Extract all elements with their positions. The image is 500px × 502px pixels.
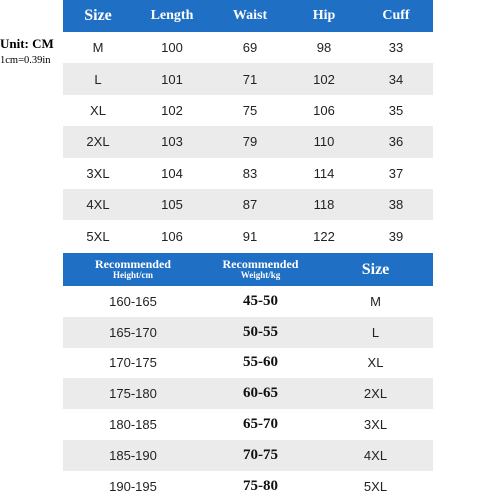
cell-hip: 114	[313, 165, 335, 181]
header-length: Length	[150, 8, 194, 23]
cell-weight: 55-60	[243, 354, 278, 371]
header-weight-line2: Weight/kg	[240, 270, 281, 280]
cell-height: 160-165	[109, 293, 157, 309]
cell-weight: 70-75	[243, 446, 278, 463]
cell-size: M	[92, 40, 104, 56]
cell-weight: 50-55	[243, 323, 278, 340]
table-row	[63, 317, 433, 348]
cell-hip: 122	[313, 228, 335, 244]
recommendation-body	[63, 286, 433, 502]
cell-size: 3XL	[86, 165, 110, 181]
table-row	[63, 378, 433, 409]
cell-hip: 102	[313, 71, 335, 87]
recommendation-table	[63, 253, 433, 502]
cell-size: 4XL	[363, 447, 388, 463]
cell-length: 102	[161, 102, 183, 118]
unit-note	[0, 36, 62, 67]
cell-height: 170-175	[109, 355, 157, 371]
cell-size: 2XL	[86, 134, 110, 150]
size-chart-body	[63, 32, 433, 252]
cell-waist: 91	[242, 228, 258, 244]
cell-size: 4XL	[86, 197, 110, 213]
table-row	[63, 32, 433, 63]
header-size: Size	[84, 7, 112, 24]
table-row	[63, 440, 433, 471]
cell-size: XL	[367, 355, 384, 371]
cell-height: 175-180	[109, 386, 157, 402]
cell-size: L	[94, 71, 102, 87]
cell-waist: 79	[242, 134, 258, 150]
cell-weight: 65-70	[243, 416, 278, 433]
cell-cuff: 33	[388, 40, 404, 56]
cell-height: 185-190	[109, 447, 157, 463]
cell-waist: 71	[242, 71, 258, 87]
cell-waist: 87	[242, 197, 258, 213]
cell-size: XL	[90, 102, 106, 118]
cell-waist: 75	[242, 102, 258, 118]
cell-hip: 106	[313, 102, 335, 118]
table-row	[63, 189, 433, 220]
table-row	[63, 158, 433, 189]
header-height-line2: Height/cm	[113, 270, 153, 280]
cell-hip: 98	[316, 40, 332, 56]
cell-height: 165-170	[109, 324, 157, 340]
cell-hip: 118	[313, 197, 335, 213]
cell-weight: 75-80	[243, 477, 278, 494]
cell-height: 190-195	[109, 478, 157, 494]
table-row	[63, 348, 433, 379]
header-recommended-size: Size	[361, 261, 390, 278]
cell-cuff: 36	[388, 134, 404, 150]
cell-size: 5XL	[86, 228, 110, 244]
cell-waist: 69	[242, 40, 258, 56]
recommendation-header	[63, 253, 433, 286]
cell-weight: 45-50	[243, 292, 278, 309]
cell-length: 100	[161, 40, 183, 56]
cell-waist: 83	[242, 165, 258, 181]
cell-cuff: 37	[388, 165, 404, 181]
cell-size: M	[370, 293, 381, 309]
header-weight-line1: Recommended	[222, 257, 299, 271]
cell-cuff: 39	[388, 228, 404, 244]
table-row	[63, 95, 433, 126]
header-hip: Hip	[312, 8, 336, 23]
size-chart-header	[63, 0, 433, 32]
cell-size: L	[371, 324, 380, 340]
unit-label: Unit: CM	[0, 36, 54, 51]
header-cuff: Cuff	[382, 8, 410, 23]
cell-length: 104	[161, 165, 183, 181]
table-row	[63, 63, 433, 94]
cell-cuff: 34	[388, 71, 404, 87]
header-waist: Waist	[232, 8, 268, 23]
cell-weight: 60-65	[243, 385, 278, 402]
header-recommended-height	[63, 253, 203, 286]
header-recommended-weight	[203, 253, 318, 286]
cell-length: 105	[161, 197, 183, 213]
header-height-line1: Recommended	[95, 257, 171, 271]
cell-length: 101	[161, 71, 183, 87]
cell-size: 5XL	[363, 478, 388, 494]
table-row	[63, 471, 433, 502]
cell-size: 3XL	[363, 417, 388, 433]
cell-cuff: 38	[388, 197, 404, 213]
size-chart-table	[63, 0, 433, 252]
table-row	[63, 409, 433, 440]
cell-cuff: 35	[388, 102, 404, 118]
cell-hip: 110	[313, 134, 335, 150]
cell-size: 2XL	[363, 386, 388, 402]
table-row	[63, 220, 433, 251]
cell-length: 106	[161, 228, 183, 244]
unit-conversion: 1cm=0.39in	[0, 55, 51, 66]
cell-length: 103	[161, 134, 183, 150]
table-row	[63, 126, 433, 157]
cell-height: 180-185	[109, 417, 157, 433]
table-row	[63, 286, 433, 317]
